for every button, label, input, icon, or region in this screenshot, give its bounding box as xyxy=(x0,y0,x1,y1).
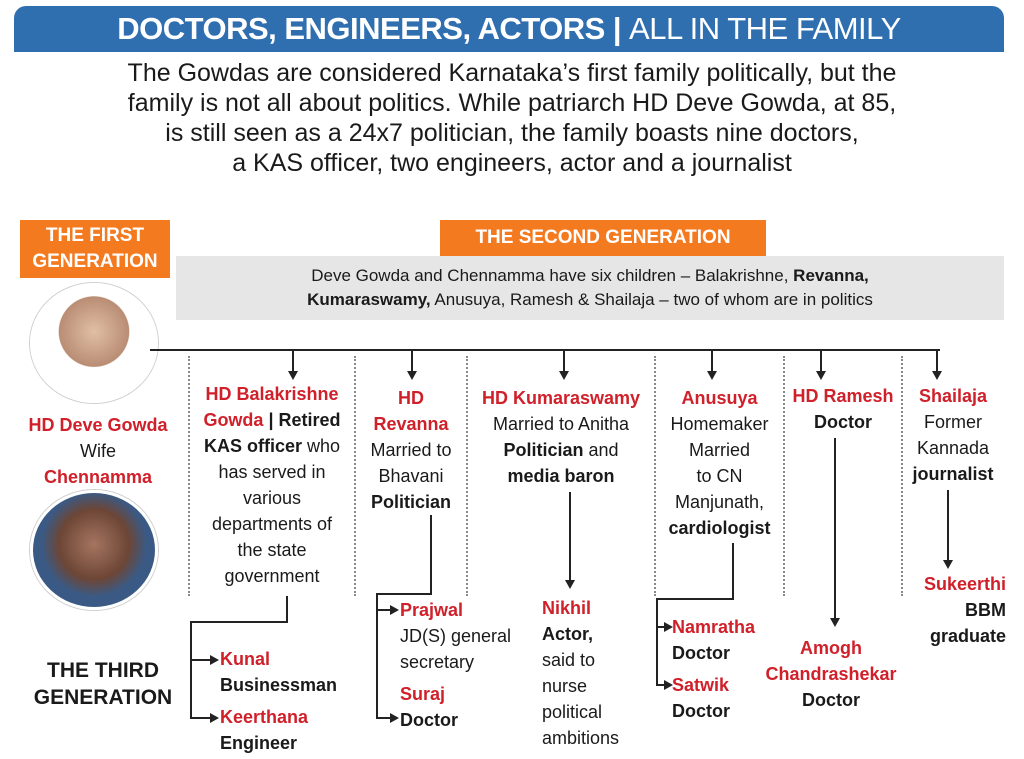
first-generation-label-line: THE FIRST xyxy=(45,225,145,246)
child-connector xyxy=(656,598,658,686)
first-generation-names xyxy=(18,412,178,490)
third-generation-label-line: THE THIRD xyxy=(47,659,159,682)
child-connector xyxy=(569,492,571,580)
child-connector xyxy=(947,490,949,560)
grandchild-name: Nikhil xyxy=(542,598,592,618)
child-connector xyxy=(656,684,664,686)
role-text: Doctor xyxy=(400,710,458,730)
child-ramesh xyxy=(785,383,901,435)
grandchild-nikhil xyxy=(542,595,652,751)
title-sub: ALL IN THE FAMILY xyxy=(629,11,901,46)
detail-text: Married to xyxy=(370,440,452,460)
connector-drop xyxy=(820,351,822,371)
role-text: nurse xyxy=(542,676,588,696)
role-text: media baron xyxy=(507,466,615,486)
role-text: Businessman xyxy=(220,675,338,695)
description-text: Deve Gowda and Chennamma have six children – Balakrishne, xyxy=(311,266,789,285)
child-connector xyxy=(376,717,390,719)
detail-text: to CN xyxy=(696,466,743,486)
role-text: Engineer xyxy=(220,733,298,753)
child-anusuya xyxy=(656,385,783,541)
detail-text: Manjunath, xyxy=(674,492,765,512)
detail-text: who xyxy=(307,436,341,456)
grandchild-name: Sukeerthi xyxy=(923,574,1006,594)
connector-drop xyxy=(711,351,713,371)
child-connector xyxy=(190,659,210,661)
child-connector xyxy=(190,621,288,623)
first-generation-label-line: GENERATION xyxy=(32,251,158,272)
child-connector xyxy=(190,717,210,719)
detail-text: Kannada xyxy=(916,438,990,458)
child-name: Revanna xyxy=(373,414,449,434)
child-connector xyxy=(376,593,378,719)
arrow-down-icon xyxy=(943,560,953,569)
arrow-down-icon xyxy=(407,371,417,380)
arrow-down-icon xyxy=(707,371,717,380)
role-text: journalist xyxy=(912,464,994,484)
detail-text: various xyxy=(242,488,302,508)
arrow-down-icon xyxy=(559,371,569,380)
arrow-down-icon xyxy=(565,580,575,589)
detail-text: Married xyxy=(688,440,750,460)
second-generation-description xyxy=(176,256,1004,320)
grandchild-prajwal xyxy=(400,597,534,675)
role-text: Politician xyxy=(370,492,451,512)
grandchild-name: Prajwal xyxy=(400,600,464,620)
detail-text: Former xyxy=(924,412,982,432)
deve-gowda-name: HD Deve Gowda xyxy=(28,415,168,435)
grandchild-name: Keerthana xyxy=(220,707,309,727)
child-name: Shailaja xyxy=(918,386,988,406)
role-text: Doctor xyxy=(802,690,860,710)
column-separator xyxy=(354,356,356,596)
intro-line: a KAS officer, two engineers, actor and a journalist xyxy=(232,149,792,177)
child-name: HD xyxy=(398,388,424,408)
grandchild-name: Satwik xyxy=(672,675,730,695)
child-connector xyxy=(656,626,664,628)
grandchild-name: Amogh xyxy=(800,638,862,658)
arrow-right-icon xyxy=(390,713,399,723)
child-revanna xyxy=(358,385,464,515)
role-text: Doctor xyxy=(814,412,872,432)
child-connector xyxy=(376,609,390,611)
detail-text: departments of xyxy=(211,514,333,534)
arrow-right-icon xyxy=(210,713,219,723)
title-main: DOCTORS, ENGINEERS, ACTORS xyxy=(117,11,605,46)
role-text: secretary xyxy=(400,652,475,672)
child-balakrishne xyxy=(190,381,354,589)
role-text: KAS officer xyxy=(203,436,302,456)
intro-text xyxy=(20,58,1004,178)
grandchild-name: Chandrashekar xyxy=(765,664,897,684)
role-text: JD(S) general xyxy=(400,626,512,646)
role-text: Doctor xyxy=(672,701,730,721)
role-text: Retired xyxy=(278,410,341,430)
third-generation-label-line: GENERATION xyxy=(33,686,173,709)
arrow-down-icon xyxy=(816,371,826,380)
child-connector xyxy=(430,515,432,595)
child-name: Gowda xyxy=(203,410,264,430)
arrow-right-icon xyxy=(390,605,399,615)
chennamma-photo xyxy=(30,490,158,610)
role-text: BBM xyxy=(965,600,1006,620)
detail-text: Married to Anitha xyxy=(492,414,630,434)
connector-drop xyxy=(936,351,938,371)
intro-line: is still seen as a 24x7 politician, the family boasts nine doctors, xyxy=(165,119,859,147)
chennamma-name: Chennamma xyxy=(43,467,153,487)
child-connector xyxy=(376,593,432,595)
child-connector xyxy=(286,596,288,622)
child-name: HD Ramesh xyxy=(792,386,894,406)
detail-text: has served in xyxy=(218,462,326,482)
role-text: political xyxy=(542,702,603,722)
detail-text: Homemaker xyxy=(670,414,769,434)
role-text: graduate xyxy=(929,626,1006,646)
grandchild-suraj xyxy=(400,681,490,733)
role-text: Actor, xyxy=(542,624,594,644)
role-text: said to xyxy=(542,650,596,670)
child-connector xyxy=(190,621,192,719)
title-separator: | xyxy=(612,11,622,46)
arrow-down-icon xyxy=(288,371,298,380)
intro-line: family is not all about politics. While patriarch HD Deve Gowda, at 85, xyxy=(127,89,897,117)
child-name: HD Balakrishne xyxy=(205,384,339,404)
detail-text: the state xyxy=(237,540,307,560)
title-bar xyxy=(14,6,1004,52)
child-name: Anusuya xyxy=(681,388,758,408)
grandchild-name: Namratha xyxy=(672,617,756,637)
second-generation-label: THE SECOND GENERATION xyxy=(440,220,766,256)
grandchild-amogh xyxy=(754,635,908,713)
description-bold: Revanna, xyxy=(793,266,869,285)
wife-label: Wife xyxy=(80,441,116,461)
role-text: cardiologist xyxy=(668,518,771,538)
child-name: HD Kumaraswamy xyxy=(481,388,641,408)
child-connector xyxy=(834,438,836,618)
grandchild-sukeerthi xyxy=(898,571,1006,649)
grandchild-kunal xyxy=(220,646,360,698)
arrow-down-icon xyxy=(932,371,942,380)
detail-text: government xyxy=(224,566,320,586)
connector-drop xyxy=(292,351,294,371)
intro-line: The Gowdas are considered Karnataka’s first family politically, but the xyxy=(127,59,897,87)
child-kumaraswamy xyxy=(468,385,654,489)
name-separator: | xyxy=(268,410,274,430)
detail-text: Bhavani xyxy=(378,466,444,486)
child-connector xyxy=(732,543,734,600)
grandchild-name: Kunal xyxy=(220,649,271,669)
role-text: ambitions xyxy=(542,728,620,748)
connector-drop xyxy=(411,351,413,371)
first-generation-label xyxy=(20,220,170,278)
grandchild-name: Suraj xyxy=(400,684,446,704)
description-bold: Kumaraswamy, xyxy=(307,290,431,309)
detail-text: and xyxy=(588,440,619,460)
role-text: Politician xyxy=(503,440,584,460)
deve-gowda-photo xyxy=(30,283,158,403)
arrow-down-icon xyxy=(830,618,840,627)
grandchild-keerthana xyxy=(220,704,360,756)
connector-drop xyxy=(563,351,565,371)
child-connector xyxy=(656,598,734,600)
third-generation-label xyxy=(28,657,178,711)
arrow-right-icon xyxy=(210,655,219,665)
child-shailaja xyxy=(903,383,1003,487)
description-text: Anusuya, Ramesh & Shailaja – two of whom are in politics xyxy=(434,290,873,309)
role-text: Doctor xyxy=(672,643,730,663)
